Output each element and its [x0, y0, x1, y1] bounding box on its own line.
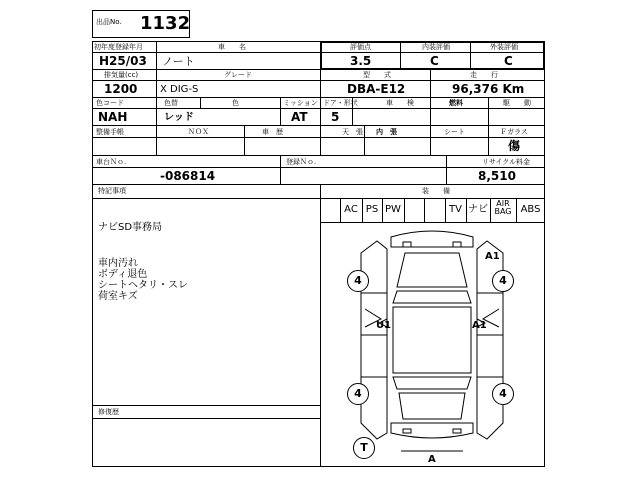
- color: レッド: [164, 112, 194, 123]
- displacement: 1200: [104, 82, 138, 96]
- nox-label: ＮＯＸ: [188, 128, 209, 136]
- remark-line-3: ボディ退色: [98, 269, 148, 280]
- equip-pw: PW: [385, 204, 401, 215]
- front-glass-label: Ｆガラス: [500, 128, 528, 136]
- equip-ps: PS: [365, 204, 379, 215]
- wheel-front-left: 4: [347, 270, 369, 292]
- seat-label: シート: [444, 128, 465, 136]
- car-name: ノート: [162, 55, 195, 68]
- chassis-number: -086814: [160, 169, 216, 183]
- remark-line-1: ナビSD事務局: [98, 222, 163, 233]
- year-label: 初年度登録年月: [94, 43, 143, 51]
- drive-label: 駆 動: [503, 99, 531, 107]
- damage-front: A1: [485, 251, 500, 262]
- recycle-label: リサイクル料金: [482, 158, 531, 166]
- name-label: 車 名: [218, 43, 246, 51]
- lot-number: 1132: [140, 13, 191, 34]
- cc-label: 排気量(cc): [104, 71, 139, 79]
- damage-left-mid: U1: [376, 320, 392, 331]
- color-code: NAH: [98, 110, 128, 124]
- damage-rear: A: [428, 454, 436, 465]
- mileage-label: 走 行: [470, 71, 498, 79]
- score-label: 評価点: [350, 43, 371, 51]
- mission: AT: [291, 110, 308, 124]
- repair-history-label: 修復歴: [98, 408, 119, 416]
- grade: X DIG-S: [160, 84, 199, 95]
- wheel-front-right: 4: [492, 270, 514, 292]
- recycle-fee: 8,510: [478, 169, 516, 183]
- history-label: 車 歴: [262, 128, 283, 136]
- damage-right-mid: A1: [472, 320, 487, 331]
- remark-line-5: 荷室キズ: [98, 291, 138, 302]
- inner-liner-label: 内 張: [376, 128, 397, 136]
- grade-label: グレード: [224, 71, 252, 79]
- chassis-label: 車台Ｎｏ.: [96, 158, 127, 166]
- doors: 5: [331, 110, 340, 124]
- lot-number-label: 出品No.: [96, 18, 122, 26]
- mileage: 96,376 Km: [452, 82, 525, 96]
- evaluation-score: 3.5: [350, 54, 372, 68]
- mission-label: ミッション: [283, 99, 318, 107]
- interior-score: C: [430, 54, 439, 68]
- model-code: DBA-E12: [347, 82, 406, 96]
- door-label: ドア・形状: [323, 99, 358, 107]
- tire-marker: T: [353, 437, 375, 459]
- exterior-label: 外装評価: [490, 43, 518, 51]
- wheel-rear-right: 4: [492, 383, 514, 405]
- equip-navi: ナビ: [468, 204, 488, 215]
- equip-abs: ABS: [520, 204, 541, 215]
- color-code-label: 色コード: [96, 99, 124, 107]
- first-registration: H25/03: [99, 54, 147, 68]
- registration-label: 登録Ｎｏ.: [286, 158, 317, 166]
- equip-airbag: AIR BAG: [494, 199, 512, 216]
- color-change-label: 色替: [164, 99, 178, 107]
- equip-tv: TV: [449, 204, 462, 215]
- remark-line-4: シートヘタリ・スレ: [98, 280, 188, 291]
- car-condition-diagram: [321, 223, 544, 466]
- equipment-label: 装 備: [422, 187, 450, 195]
- roof-liner-label: 天 張: [342, 128, 363, 136]
- wheel-rear-left: 4: [347, 383, 369, 405]
- equip-ac: AC: [344, 204, 358, 215]
- remark-line-2: 車内汚れ: [98, 258, 138, 269]
- fuel-label: 燃料: [449, 99, 463, 107]
- interior-label: 内装評価: [422, 43, 450, 51]
- exterior-score: C: [504, 54, 513, 68]
- model-label: 型 式: [363, 71, 391, 79]
- service-book-label: 整備手帳: [96, 128, 124, 136]
- color-label: 色: [232, 99, 239, 107]
- remarks-label: 特記事項: [98, 187, 126, 195]
- vehicle-inspection-label: 車 検: [386, 99, 414, 107]
- front-glass: 傷: [508, 139, 521, 153]
